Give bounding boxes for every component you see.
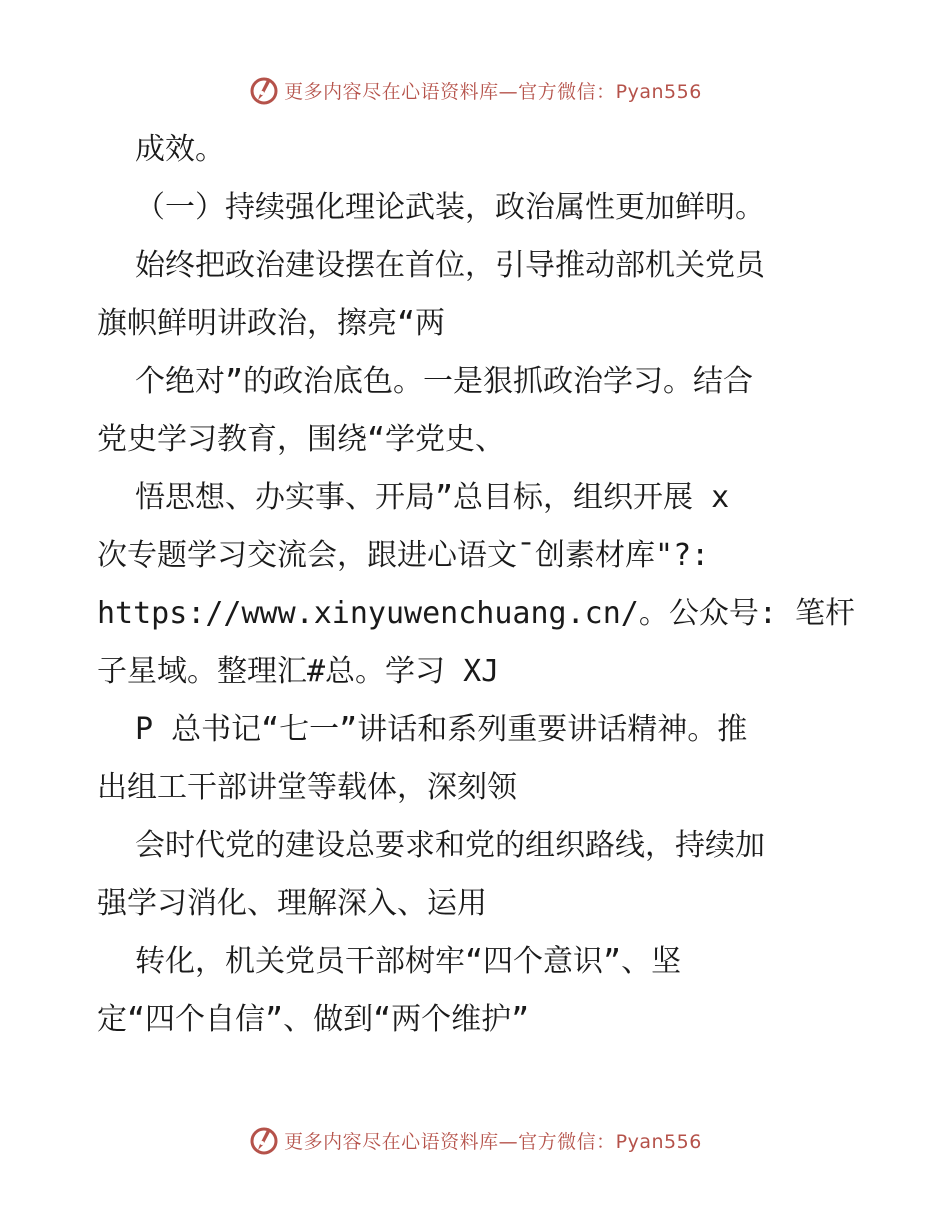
paragraph-line: 悟思想、办实事、开局”总目标，组织开展 x	[135, 480, 730, 515]
paragraph-line: 旗帜鲜明讲政治，擦亮“两	[97, 306, 446, 341]
paragraph-line: 始终把政治建设摆在首位，引导推动部机关党员	[135, 248, 765, 283]
paragraph-line: 成效。	[135, 132, 225, 167]
paragraph-line: 个绝对”的政治底色。一是狠抓政治学习。结合	[135, 364, 754, 399]
paragraph-line: P 总书记“七一”讲话和系列重要讲话精神。推	[135, 712, 748, 747]
paragraph-line: 子星域。整理汇#总。学习 XJ	[97, 654, 500, 689]
paragraph-line: https://www.xinyuwenchuang.cn/。公众号: 笔杆	[97, 596, 855, 631]
header-banner-text: 更多内容尽在心语资料库—官方微信：Pyan556	[284, 80, 702, 103]
paragraph-line: 党史学习教育，围绕“学党史、	[97, 422, 506, 457]
footer-banner-text: 更多内容尽在心语资料库—官方微信：Pyan556	[284, 1130, 702, 1153]
paragraph-line: 定“四个自信”、做到“两个维护”	[97, 1002, 530, 1037]
paragraph-line: 强学习消化、理解深入、运用	[97, 886, 487, 921]
footer-banner	[0, 1120, 950, 1160]
paragraph-line: 次专题学习交流会，跟进心语文¯创素材库"?:	[97, 538, 710, 573]
paragraph-line: 转化，机关党员干部树牢“四个意识”、坚	[135, 944, 682, 979]
section-heading: （一）持续强化理论武装，政治属性更加鲜明。	[135, 190, 765, 225]
paragraph-line: 出组工干部讲堂等载体，深刻领	[97, 770, 517, 805]
paragraph-line: 会时代党的建设总要求和党的组织路线，持续加	[135, 828, 765, 863]
pen-circle-logo-icon	[248, 1124, 280, 1156]
